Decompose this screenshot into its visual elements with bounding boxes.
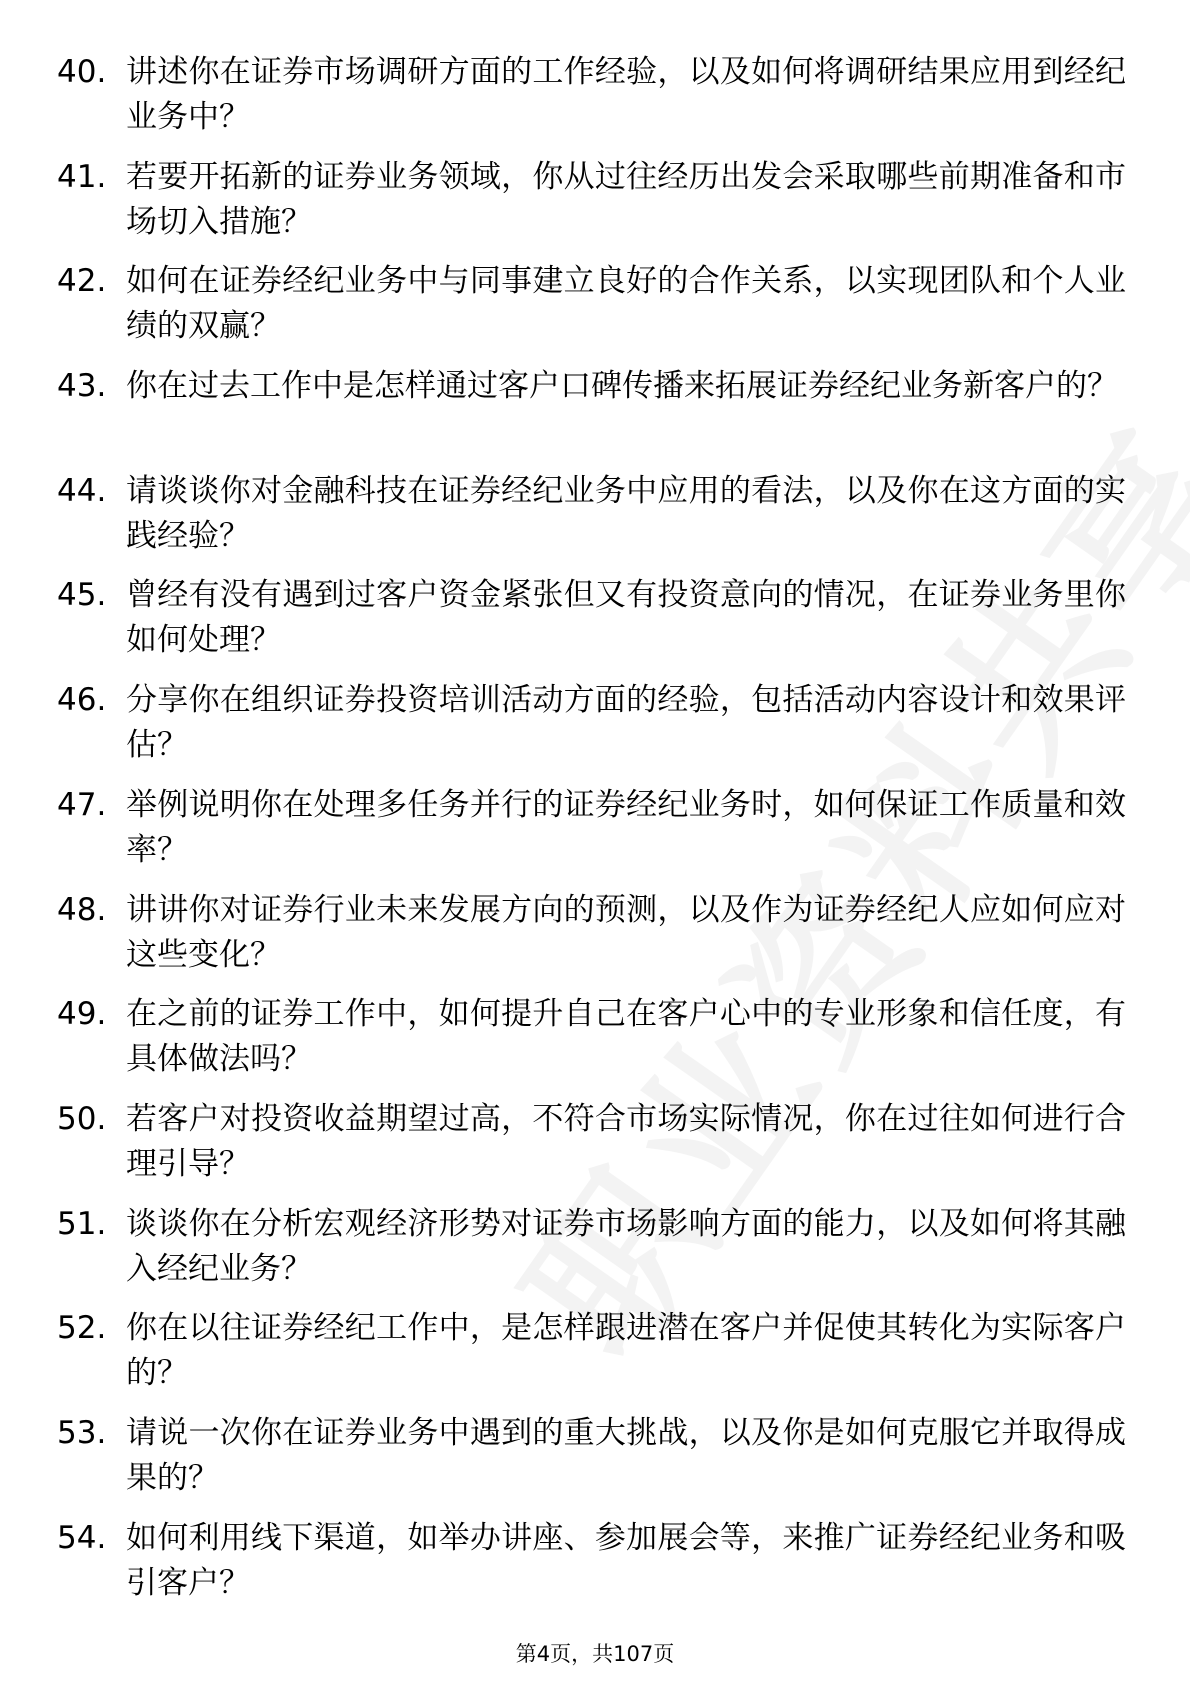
question-item [0, 1306, 1190, 1411]
question-number: 49. [57, 996, 107, 1033]
question-number: 47. [57, 786, 107, 823]
question-text: 请说一次你在证券业务中遇到的重大挑战，以及你是如何克服它并取得成果的？ [126, 1414, 1126, 1496]
page-number-label: 第4页，共107页 [515, 1642, 675, 1666]
question-number: 41. [57, 158, 107, 195]
question-item [0, 259, 1190, 364]
question-item [0, 469, 1190, 574]
question-item [0, 678, 1190, 783]
question-number: 50. [57, 1100, 107, 1137]
question-number: 40. [57, 54, 107, 90]
question-number: 44. [57, 472, 107, 509]
question-text: 如何利用线下渠道，如举办讲座、参加展会等，来推广证券经纪业务和吸引客户？ [126, 1519, 1126, 1601]
question-text: 曾经有没有遇到过客户资金紧张但又有投资意向的情况，在证券业务里你如何处理？ [126, 577, 1126, 659]
question-number: 42. [57, 263, 107, 300]
question-text: 谈谈你在分析宏观经济形势对证券市场影响方面的能力，以及如何将其融入经纪业务？ [126, 1205, 1126, 1287]
question-item [0, 1516, 1190, 1621]
question-number: 46. [57, 682, 107, 719]
question-text: 请谈谈你对金融科技在证券经纪业务中应用的看法，以及你在这方面的实践经验？ [126, 472, 1126, 554]
question-item [0, 783, 1190, 888]
question-number: 45. [57, 577, 107, 614]
question-item [0, 155, 1190, 260]
question-text: 如何在证券经纪业务中与同事建立良好的合作关系，以实现团队和个人业绩的双赢？ [126, 263, 1126, 345]
question-item [0, 888, 1190, 993]
question-text: 在之前的证券工作中，如何提升自己在客户心中的专业形象和信任度，有具体做法吗？ [126, 996, 1126, 1078]
question-text: 若客户对投资收益期望过高，不符合市场实际情况，你在过往如何进行合理引导？ [126, 1100, 1126, 1182]
question-number: 53. [57, 1414, 107, 1451]
question-item [0, 1097, 1190, 1202]
question-text: 讲述你在证券市场调研方面的工作经验，以及如何将调研结果应用到经纪业务中？ [126, 54, 1126, 135]
question-item [0, 573, 1190, 678]
question-list [0, 50, 1190, 1620]
question-text: 若要开拓新的证券业务领域，你从过往经历出发会采取哪些前期准备和市场切入措施？ [126, 158, 1126, 240]
question-item [0, 50, 1190, 155]
question-item [0, 364, 1190, 469]
question-number: 43. [57, 368, 107, 405]
page-footer [0, 1640, 1190, 1668]
question-item [0, 1202, 1190, 1307]
question-text: 你在以往证券经纪工作中，是怎样跟进潜在客户并促使其转化为实际客户的？ [126, 1310, 1126, 1392]
question-number: 52. [57, 1310, 107, 1347]
question-number: 51. [57, 1205, 107, 1242]
question-number: 54. [57, 1519, 107, 1556]
question-number: 48. [57, 891, 107, 928]
question-text: 讲讲你对证券行业未来发展方向的预测，以及作为证券经纪人应如何应对这些变化？ [126, 891, 1126, 973]
question-text: 你在过去工作中是怎样通过客户口碑传播来拓展证券经纪业务新客户的？ [126, 368, 1118, 405]
question-item [0, 992, 1190, 1097]
question-text: 分享你在组织证券投资培训活动方面的经验，包括活动内容设计和效果评估？ [126, 682, 1126, 764]
question-text: 举例说明你在处理多任务并行的证券经纪业务时，如何保证工作质量和效率？ [126, 786, 1126, 868]
question-item [0, 1411, 1190, 1516]
